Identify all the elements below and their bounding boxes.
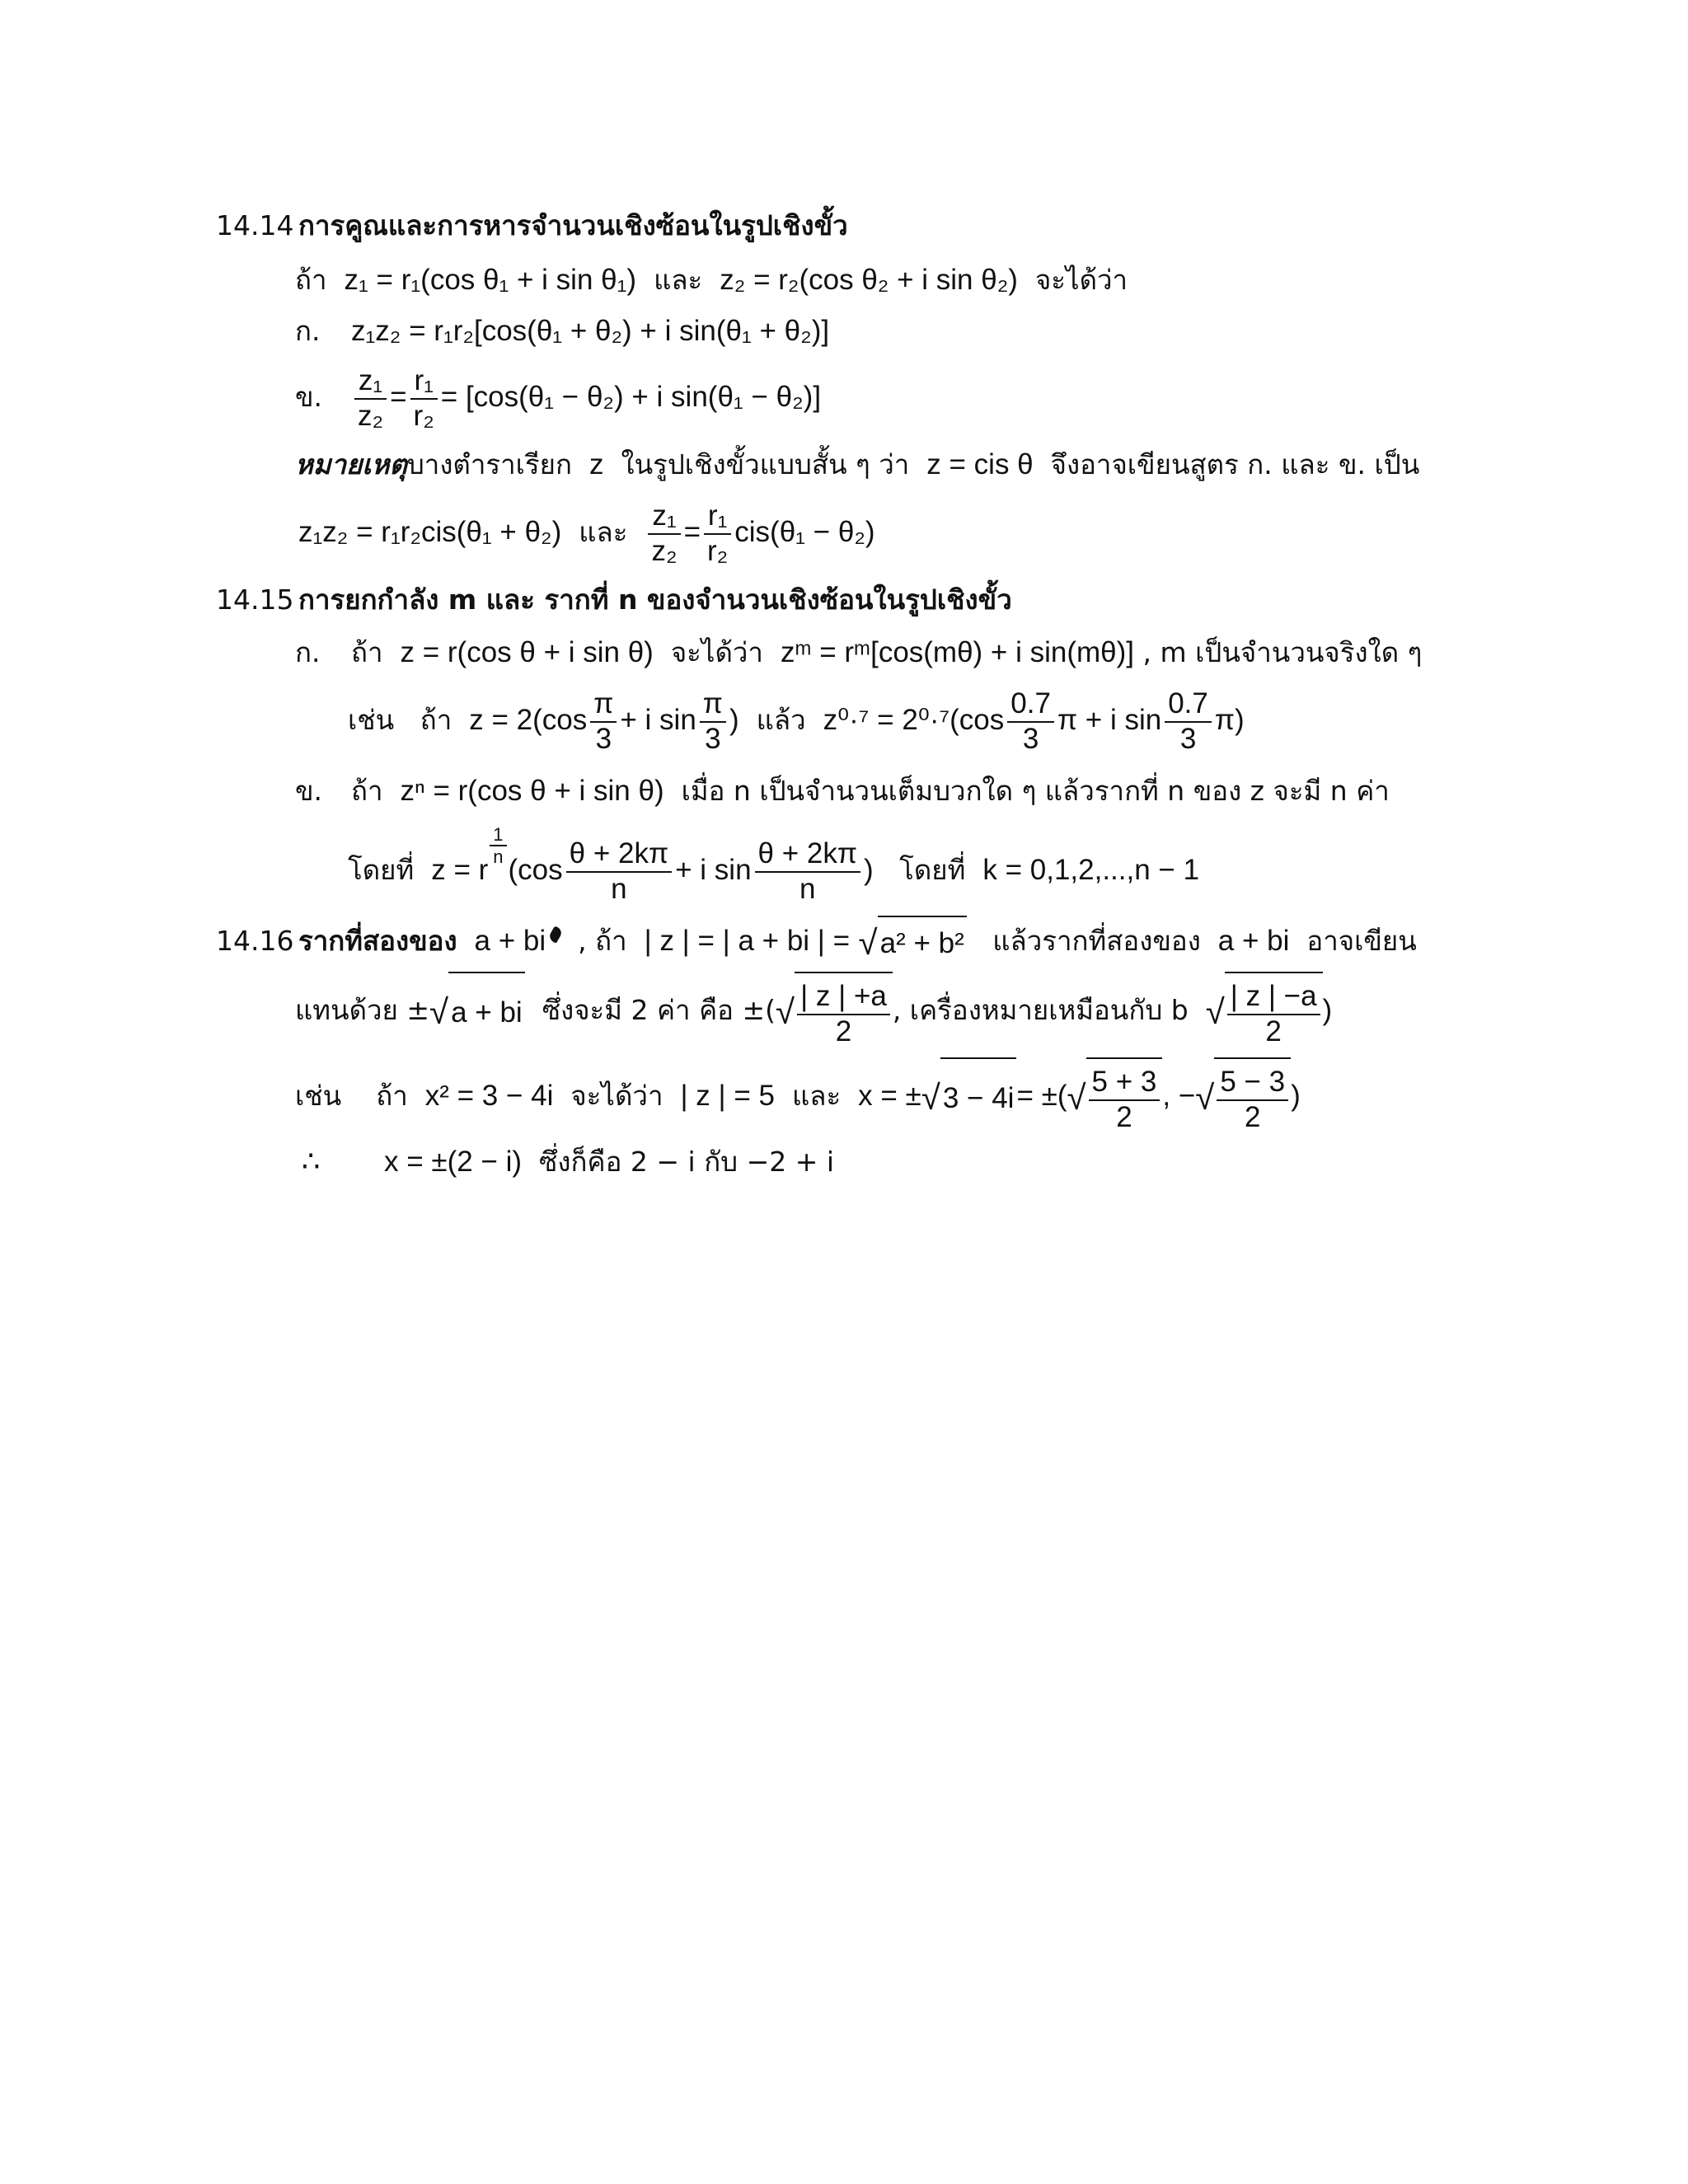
fraction-r1-r2: $\frac{\text{r₁}}{\text{r₂}}$ <box>704 499 731 568</box>
exponent-1-over-n: $\frac{1}{n}$ <box>490 824 506 868</box>
sqrt-5-minus-3-over-2: √ $\frac{5 - 3}{2}$ <box>1195 1057 1291 1138</box>
sign-note: , เครื่องหมายเหมือนกับ b <box>892 994 1189 1026</box>
section-number: 14.16 <box>216 925 294 957</box>
note-line <box>295 448 1419 481</box>
de-moivre-formula: zᵐ = rᵐ[cos(mθ) + i sin(mθ)] <box>780 636 1134 668</box>
cis-division: cis(θ₁ − θ₂) <box>734 516 875 548</box>
sqrt-fraction-minus: √ $\frac{| z | -a}{2}$ <box>1206 971 1323 1052</box>
example-equation: x² = 3 − 4i <box>424 1080 554 1112</box>
example-modulus: | z | = 5 <box>680 1080 775 1112</box>
root-z: z = r <box>431 854 489 887</box>
then-word: จะได้ว่า <box>1034 264 1128 296</box>
item-label: ข. <box>295 775 323 807</box>
condition-text: , m เป็นจำนวนจริงใด ๆ <box>1142 636 1423 668</box>
example-label: เช่น <box>348 704 395 736</box>
section-number: 14.15 <box>216 583 294 616</box>
power-example <box>348 686 1245 756</box>
section-14-15-heading <box>216 583 1012 616</box>
example-label: เช่น <box>295 1080 342 1112</box>
formula-division: ข. $\frac{\text{z₁}}{\text{z₂}}$ = $\frac{\text{r₁}}{\text{r₂}}$ = [cos(θ₁ − θ₂) + i sin(θ₁ − θ₂)] <box>295 364 822 432</box>
zn-polar: zⁿ = r(cos θ + i sin θ) <box>400 775 664 807</box>
item-label: ก. <box>295 636 321 668</box>
fraction-z1-z2: $\frac{\text{z₁}}{\text{z₂}}$ <box>354 364 387 433</box>
close-paren: ) <box>1322 994 1333 1026</box>
condition-text: เมื่อ n เป็นจำนวนเต็มบวกใด ๆ แล้วรากที่ n ของ z จะมี n ค่า <box>681 775 1390 807</box>
z1-definition: z₁ = r₁(cos θ₁ + i sin θ₁) <box>344 264 637 296</box>
then-text: แล้วรากที่สองของ <box>992 925 1201 957</box>
cis-formulas: z₁z₂ = r₁r₂cis(θ₁ + θ₂) และ $\frac{\text{z₁}}{\text{z₂}}$ = $\frac{\text{r₁}}{\text{r₂}}$ cis(θ₁ − θ₂) <box>298 499 875 567</box>
plus-isin: + i sin <box>620 704 696 736</box>
if-word: ถ้า <box>295 264 327 296</box>
roots-formula <box>348 824 1199 910</box>
fraction-r1-r2: $\frac{\text{r₁}}{\text{r₂}}$ <box>410 364 438 433</box>
intro-line <box>295 264 1128 297</box>
example-x: x = ± <box>858 1080 921 1112</box>
fraction-pi-3: $\frac{\pi}{3}$ <box>590 687 617 756</box>
then-word: จะได้ว่า <box>670 636 763 668</box>
and-word: และ <box>654 264 703 296</box>
section-title: การยกกำลัง m และ รากที่ n ของจำนวนเชิงซ้อนในรูปเชิงขั้ว <box>298 583 1012 616</box>
k-values: k = 0,1,2,...,n − 1 <box>982 854 1200 887</box>
section-number: 14.14 <box>216 209 294 241</box>
item-label: ก. <box>295 315 321 347</box>
sqrt-a-plus-bi: √a + bi <box>429 971 525 1052</box>
fraction-07-3: $\frac{0.7}{3}$ <box>1007 687 1054 756</box>
item-label: ข. <box>295 381 323 413</box>
root-rule <box>295 775 1390 808</box>
note-text: บางตำราเรียก <box>406 448 572 480</box>
pi-plus-isin: π + i sin <box>1057 704 1162 736</box>
where-word: โดยที่ <box>899 854 966 887</box>
example-z: z = 2(cos <box>469 704 588 736</box>
fraction-theta-2kpi-n: $\frac{\theta + 2k\pi}{n}$ <box>566 837 672 906</box>
comma-minus: , − <box>1162 1080 1196 1112</box>
sqrt-fraction-plus: √ $\frac{| z | +a}{2}$ <box>776 971 893 1052</box>
if-word: ถ้า <box>420 704 452 736</box>
square-root-representation <box>295 971 1332 1052</box>
if-word: ถ้า <box>351 775 383 807</box>
represent-text: แทนด้วย ± <box>295 994 430 1026</box>
a-plus-bi: a + bi <box>1217 925 1290 957</box>
sqrt-a2-b2: √a² + b² <box>859 915 967 970</box>
if-word: , ถ้า <box>578 925 627 957</box>
and-word: และ <box>791 1080 842 1112</box>
section-title: รากที่สองของ <box>298 925 457 957</box>
therefore-line <box>302 1146 834 1179</box>
then-word: แล้ว <box>756 704 806 736</box>
note-text-2: ในรูปเชิงขั้วแบบสั้น ๆ ว่า <box>621 448 910 480</box>
if-word: ถ้า <box>376 1080 408 1112</box>
note-label: หมายเหตุ <box>295 448 407 480</box>
ink-mark-icon <box>547 926 563 944</box>
therefore-symbol: ∴ <box>302 1146 321 1178</box>
z2-definition: z₂ = r₂(cos θ₂ + i sin θ₂) <box>720 264 1018 296</box>
two-values-text: ซึ่งจะมี 2 ค่า คือ ±( <box>542 994 776 1026</box>
fraction-z1-z2: $\frac{\text{z₁}}{\text{z₂}}$ <box>648 499 680 568</box>
close-paren: ) <box>864 854 874 887</box>
result-formula: x = ±(2 − i) <box>384 1146 523 1178</box>
division-formula-rest: = [cos(θ₁ − θ₂) + i sin(θ₁ − θ₂)] <box>440 381 822 413</box>
z-polar: z = r(cos θ + i sin θ) <box>400 636 654 668</box>
equals-plusminus: = ±( <box>1016 1080 1067 1112</box>
square-root-example <box>295 1057 1301 1138</box>
modulus-expression: | z | = | a + bi | = <box>644 925 851 957</box>
a-plus-bi: a + bi <box>474 925 546 957</box>
pi-close: π) <box>1214 704 1245 736</box>
fraction-07-3: $\frac{0.7}{3}$ <box>1165 687 1212 756</box>
example-result: z⁰·⁷ = 2⁰·⁷(cos <box>823 704 1005 736</box>
plus-isin: + i sin <box>675 854 752 887</box>
may-write: อาจเขียน <box>1306 925 1417 957</box>
note-text-3: จึงอาจเขียนสูตร ก. และ ข. เป็น <box>1050 448 1420 480</box>
result-text: ซึ่งก็คือ 2 − i กับ −2 + i <box>539 1146 835 1178</box>
sqrt-5-plus-3-over-2: √ $\frac{5 + 3}{2}$ <box>1067 1057 1162 1138</box>
where-word: โดยที่ <box>348 854 415 887</box>
power-rule <box>295 636 1422 669</box>
section-title: การคูณและการหารจำนวนเชิงซ้อนในรูปเชิงขั้ว <box>298 209 848 241</box>
and-word: และ <box>579 516 628 548</box>
fraction-pi-3: $\frac{\pi}{3}$ <box>700 687 726 756</box>
fraction-theta-2kpi-n: $\frac{\theta + 2k\pi}{n}$ <box>755 837 860 906</box>
close-paren: ) <box>729 704 739 736</box>
cos-open: (cos <box>508 854 563 887</box>
sqrt-3-minus-4i: √3 − 4i <box>921 1057 1017 1138</box>
cis-multiplication: z₁z₂ = r₁r₂cis(θ₁ + θ₂) <box>298 516 562 548</box>
section-14-14-heading <box>216 209 848 242</box>
multiplication-formula: z₁z₂ = r₁r₂[cos(θ₁ + θ₂) + i sin(θ₁ + θ₂)] <box>351 315 830 347</box>
formula-multiplication <box>295 315 829 348</box>
note-z: z <box>588 448 604 480</box>
close-paren: ) <box>1291 1080 1301 1112</box>
note-cis: z = cis θ <box>926 448 1034 480</box>
if-word: ถ้า <box>351 636 383 668</box>
section-14-16-heading <box>216 915 1417 970</box>
then-word: จะได้ว่า <box>570 1080 663 1112</box>
